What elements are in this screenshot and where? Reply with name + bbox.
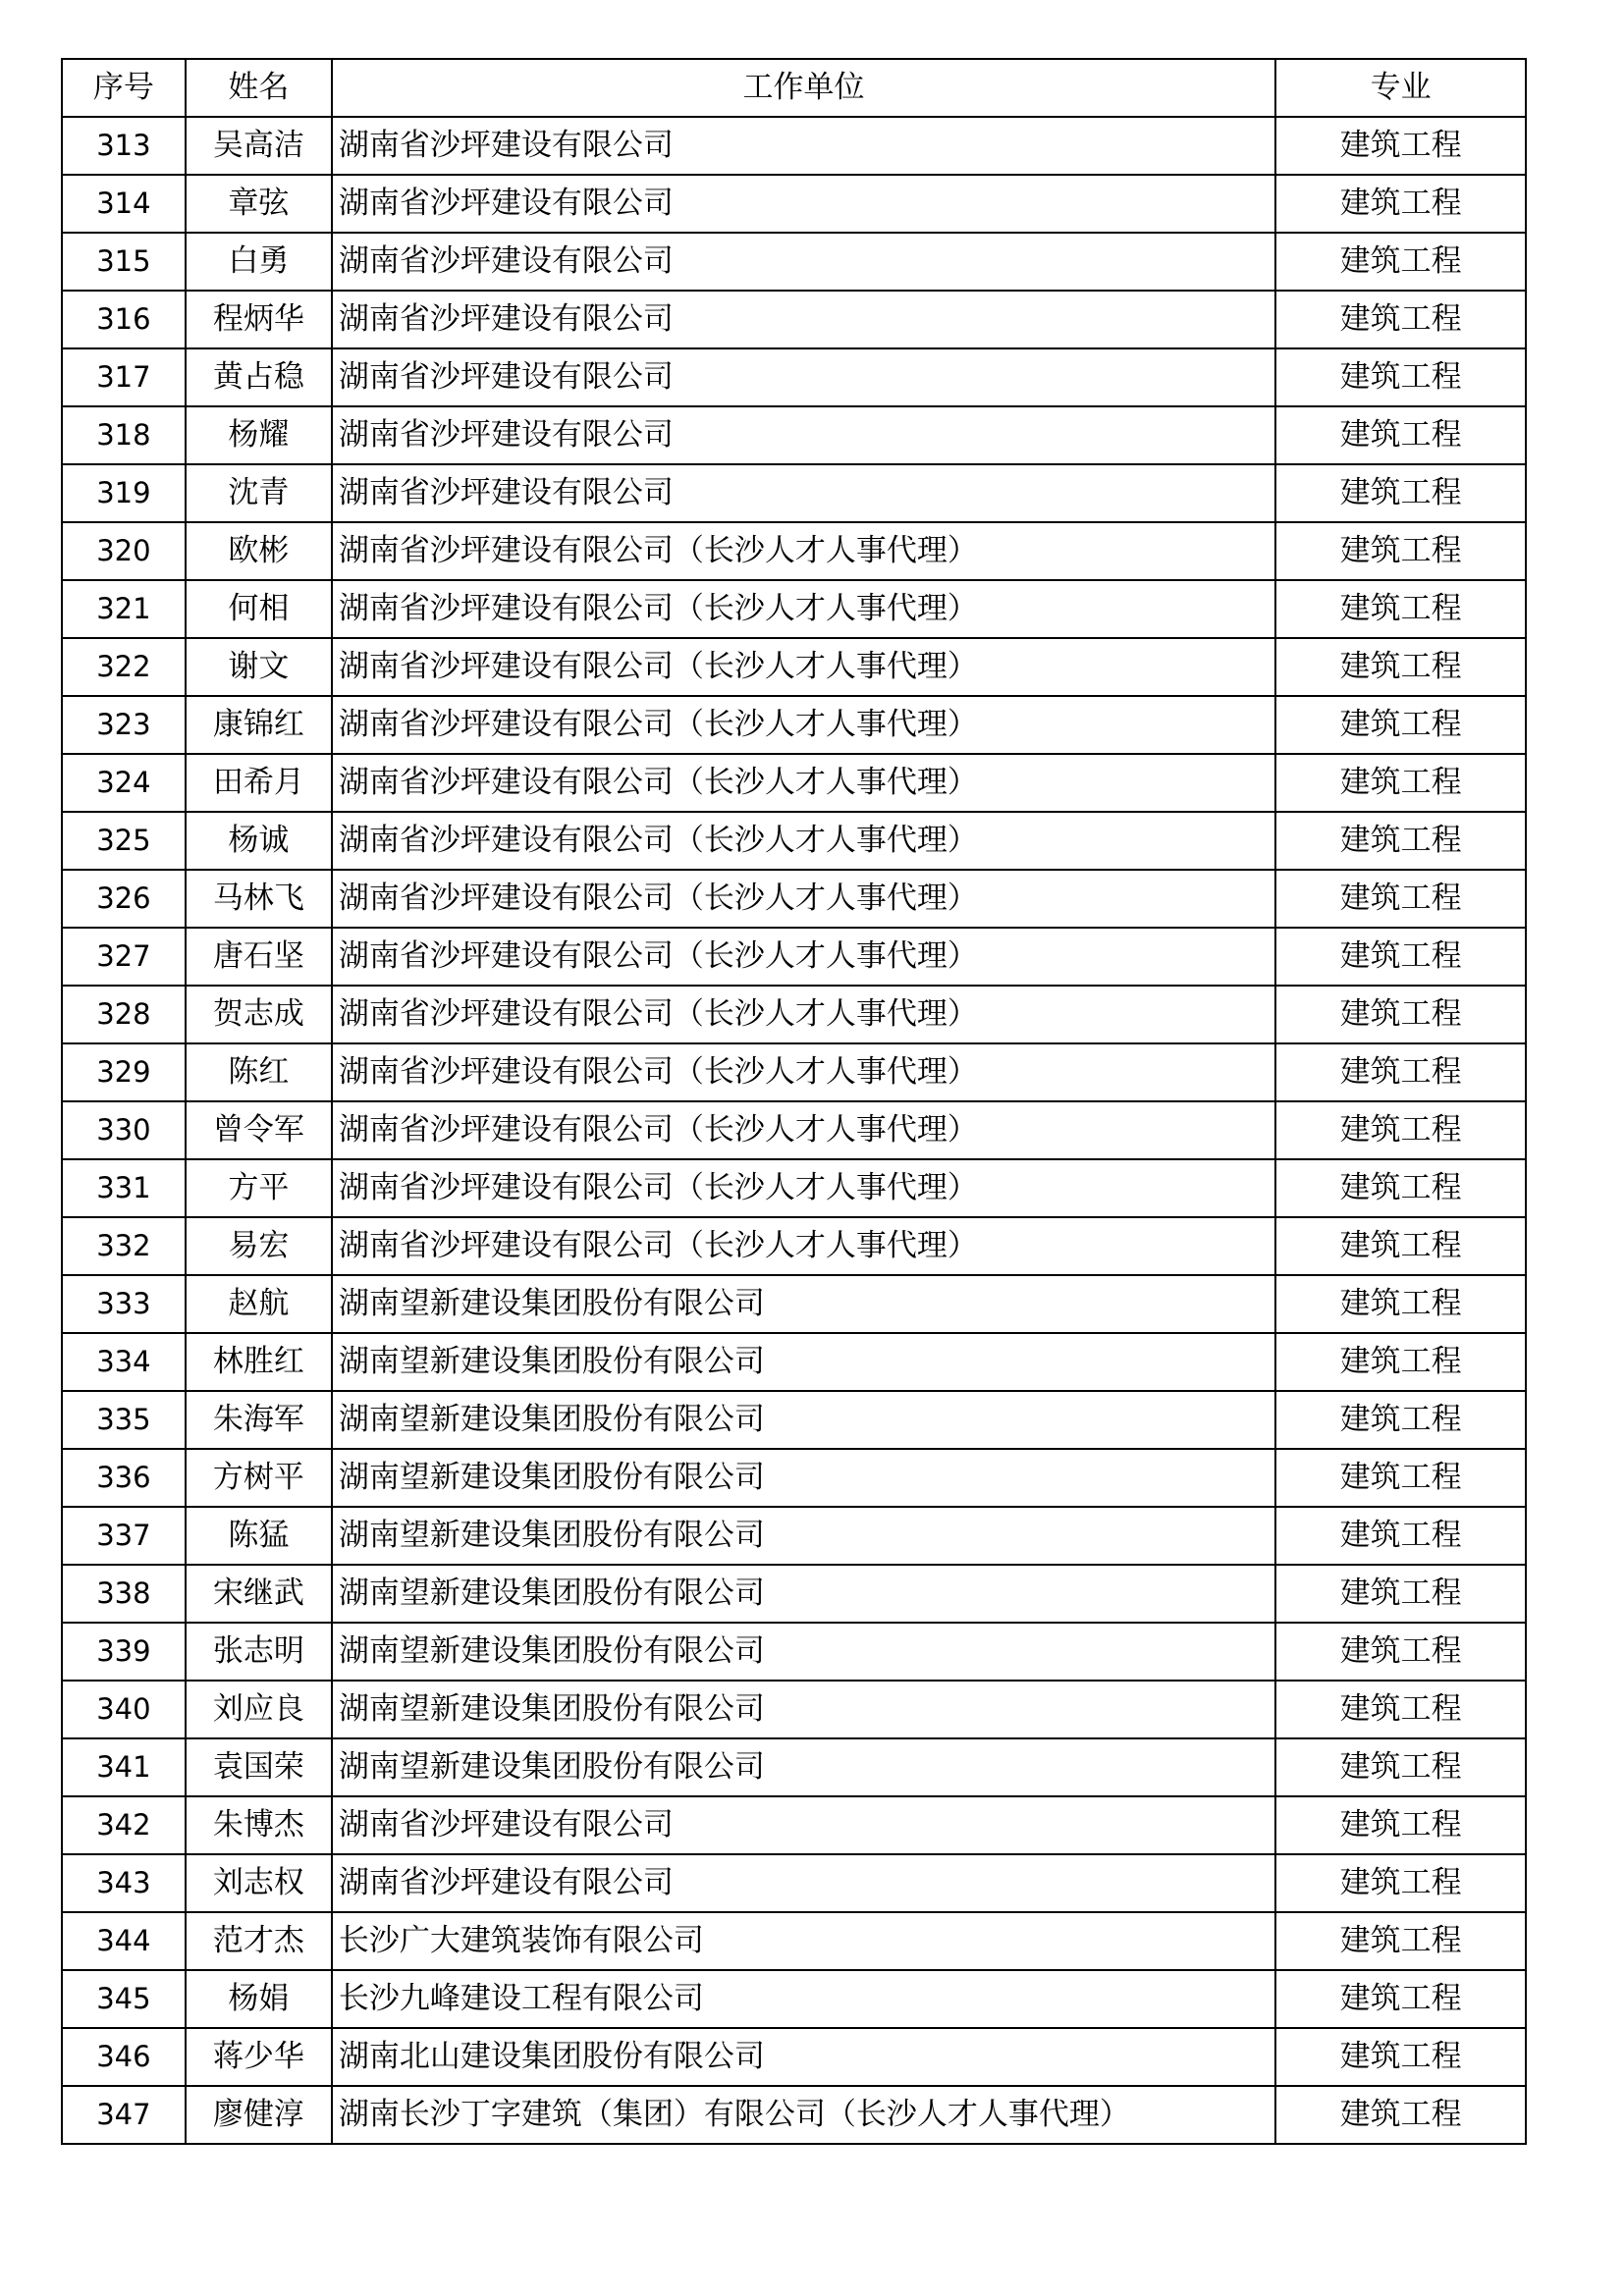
cell-unit: 湖南省沙坪建设有限公司（长沙人才人事代理） <box>332 1043 1275 1101</box>
cell-major: 建筑工程 <box>1275 1449 1526 1507</box>
cell-major: 建筑工程 <box>1275 812 1526 870</box>
cell-name: 易宏 <box>186 1217 332 1275</box>
cell-name: 白勇 <box>186 233 332 291</box>
table-row <box>62 812 1526 870</box>
table-row <box>62 175 1526 233</box>
cell-no: 331 <box>62 1159 186 1217</box>
cell-unit: 湖南省沙坪建设有限公司 <box>332 1796 1275 1854</box>
table-row <box>62 696 1526 754</box>
cell-no: 345 <box>62 1970 186 2028</box>
cell-name: 宋继武 <box>186 1565 332 1623</box>
cell-no: 327 <box>62 928 186 986</box>
cell-name: 朱博杰 <box>186 1796 332 1854</box>
cell-no: 313 <box>62 117 186 175</box>
table-row <box>62 754 1526 812</box>
cell-no: 344 <box>62 1912 186 1970</box>
cell-name: 林胜红 <box>186 1333 332 1391</box>
cell-major: 建筑工程 <box>1275 1391 1526 1449</box>
cell-no: 339 <box>62 1623 186 1681</box>
table-row <box>62 1854 1526 1912</box>
cell-major: 建筑工程 <box>1275 291 1526 348</box>
cell-unit: 湖南省沙坪建设有限公司 <box>332 291 1275 348</box>
table-row <box>62 1217 1526 1275</box>
cell-name: 方平 <box>186 1159 332 1217</box>
table-row <box>62 406 1526 464</box>
cell-name: 田希月 <box>186 754 332 812</box>
cell-name: 范才杰 <box>186 1912 332 1970</box>
cell-no: 346 <box>62 2028 186 2086</box>
cell-no: 326 <box>62 870 186 928</box>
header-major: 专业 <box>1275 59 1526 117</box>
cell-unit: 湖南省沙坪建设有限公司 <box>332 233 1275 291</box>
cell-name: 谢文 <box>186 638 332 696</box>
cell-unit: 长沙广大建筑装饰有限公司 <box>332 1912 1275 1970</box>
table-row <box>62 464 1526 522</box>
cell-no: 343 <box>62 1854 186 1912</box>
cell-major: 建筑工程 <box>1275 870 1526 928</box>
cell-major: 建筑工程 <box>1275 1101 1526 1159</box>
cell-name: 贺志成 <box>186 986 332 1043</box>
cell-major: 建筑工程 <box>1275 175 1526 233</box>
cell-unit: 湖南望新建设集团股份有限公司 <box>332 1391 1275 1449</box>
cell-no: 336 <box>62 1449 186 1507</box>
cell-unit: 湖南省沙坪建设有限公司 <box>332 175 1275 233</box>
cell-name: 袁国荣 <box>186 1738 332 1796</box>
cell-unit: 湖南省沙坪建设有限公司（长沙人才人事代理） <box>332 696 1275 754</box>
table-row <box>62 2028 1526 2086</box>
cell-unit: 湖南长沙丁字建筑（集团）有限公司（长沙人才人事代理） <box>332 2086 1275 2144</box>
cell-unit: 湖南北山建设集团股份有限公司 <box>332 2028 1275 2086</box>
cell-no: 318 <box>62 406 186 464</box>
cell-unit: 湖南省沙坪建设有限公司（长沙人才人事代理） <box>332 754 1275 812</box>
cell-major: 建筑工程 <box>1275 1796 1526 1854</box>
header-name: 姓名 <box>186 59 332 117</box>
cell-no: 324 <box>62 754 186 812</box>
cell-name: 何相 <box>186 580 332 638</box>
cell-major: 建筑工程 <box>1275 1507 1526 1565</box>
table-row <box>62 986 1526 1043</box>
cell-major: 建筑工程 <box>1275 233 1526 291</box>
cell-major: 建筑工程 <box>1275 2086 1526 2144</box>
cell-no: 319 <box>62 464 186 522</box>
table-row <box>62 1681 1526 1738</box>
cell-unit: 湖南省沙坪建设有限公司 <box>332 1854 1275 1912</box>
table-row <box>62 1159 1526 1217</box>
table-row <box>62 638 1526 696</box>
table-row <box>62 1449 1526 1507</box>
cell-unit: 湖南省沙坪建设有限公司 <box>332 348 1275 406</box>
cell-unit: 湖南省沙坪建设有限公司（长沙人才人事代理） <box>332 1217 1275 1275</box>
cell-no: 321 <box>62 580 186 638</box>
cell-unit: 湖南望新建设集团股份有限公司 <box>332 1738 1275 1796</box>
cell-unit: 湖南省沙坪建设有限公司（长沙人才人事代理） <box>332 522 1275 580</box>
cell-no: 347 <box>62 2086 186 2144</box>
cell-unit: 湖南省沙坪建设有限公司 <box>332 117 1275 175</box>
cell-no: 330 <box>62 1101 186 1159</box>
table-row <box>62 1565 1526 1623</box>
cell-name: 杨诚 <box>186 812 332 870</box>
cell-major: 建筑工程 <box>1275 1681 1526 1738</box>
cell-no: 315 <box>62 233 186 291</box>
cell-unit: 湖南省沙坪建设有限公司（长沙人才人事代理） <box>332 812 1275 870</box>
cell-no: 323 <box>62 696 186 754</box>
table-row <box>62 522 1526 580</box>
table-row <box>62 1043 1526 1101</box>
cell-no: 316 <box>62 291 186 348</box>
cell-major: 建筑工程 <box>1275 1217 1526 1275</box>
cell-unit: 湖南望新建设集团股份有限公司 <box>332 1333 1275 1391</box>
cell-name: 刘应良 <box>186 1681 332 1738</box>
table-row <box>62 233 1526 291</box>
cell-major: 建筑工程 <box>1275 1565 1526 1623</box>
table-row <box>62 1391 1526 1449</box>
cell-unit: 湖南省沙坪建设有限公司 <box>332 464 1275 522</box>
cell-name: 杨娟 <box>186 1970 332 2028</box>
table-row <box>62 1333 1526 1391</box>
personnel-table <box>61 58 1527 2145</box>
table-row <box>62 1623 1526 1681</box>
header-no: 序号 <box>62 59 186 117</box>
cell-major: 建筑工程 <box>1275 1043 1526 1101</box>
cell-no: 317 <box>62 348 186 406</box>
cell-unit: 湖南望新建设集团股份有限公司 <box>332 1507 1275 1565</box>
table-row <box>62 1275 1526 1333</box>
cell-major: 建筑工程 <box>1275 117 1526 175</box>
cell-no: 342 <box>62 1796 186 1854</box>
cell-no: 314 <box>62 175 186 233</box>
cell-major: 建筑工程 <box>1275 1912 1526 1970</box>
cell-name: 吴高洁 <box>186 117 332 175</box>
cell-name: 蒋少华 <box>186 2028 332 2086</box>
cell-unit: 湖南省沙坪建设有限公司（长沙人才人事代理） <box>332 986 1275 1043</box>
cell-unit: 湖南省沙坪建设有限公司（长沙人才人事代理） <box>332 580 1275 638</box>
cell-name: 欧彬 <box>186 522 332 580</box>
cell-unit: 湖南省沙坪建设有限公司（长沙人才人事代理） <box>332 928 1275 986</box>
cell-name: 刘志权 <box>186 1854 332 1912</box>
cell-no: 329 <box>62 1043 186 1101</box>
cell-major: 建筑工程 <box>1275 1854 1526 1912</box>
cell-major: 建筑工程 <box>1275 638 1526 696</box>
cell-name: 朱海军 <box>186 1391 332 1449</box>
cell-unit: 湖南望新建设集团股份有限公司 <box>332 1275 1275 1333</box>
cell-major: 建筑工程 <box>1275 1159 1526 1217</box>
cell-unit: 长沙九峰建设工程有限公司 <box>332 1970 1275 2028</box>
cell-major: 建筑工程 <box>1275 696 1526 754</box>
cell-unit: 湖南省沙坪建设有限公司（长沙人才人事代理） <box>332 870 1275 928</box>
table-row <box>62 348 1526 406</box>
cell-major: 建筑工程 <box>1275 580 1526 638</box>
table-row <box>62 1912 1526 1970</box>
cell-no: 340 <box>62 1681 186 1738</box>
cell-no: 325 <box>62 812 186 870</box>
cell-name: 方树平 <box>186 1449 332 1507</box>
cell-name: 唐石坚 <box>186 928 332 986</box>
table-row <box>62 1101 1526 1159</box>
cell-major: 建筑工程 <box>1275 1333 1526 1391</box>
table-row <box>62 2086 1526 2144</box>
cell-no: 320 <box>62 522 186 580</box>
cell-major: 建筑工程 <box>1275 1623 1526 1681</box>
cell-major: 建筑工程 <box>1275 464 1526 522</box>
cell-name: 廖健淳 <box>186 2086 332 2144</box>
table-row <box>62 291 1526 348</box>
cell-no: 333 <box>62 1275 186 1333</box>
cell-no: 335 <box>62 1391 186 1449</box>
cell-unit: 湖南省沙坪建设有限公司（长沙人才人事代理） <box>332 638 1275 696</box>
cell-major: 建筑工程 <box>1275 2028 1526 2086</box>
cell-unit: 湖南望新建设集团股份有限公司 <box>332 1681 1275 1738</box>
cell-name: 陈红 <box>186 1043 332 1101</box>
cell-unit: 湖南望新建设集团股份有限公司 <box>332 1623 1275 1681</box>
cell-name: 程炳华 <box>186 291 332 348</box>
cell-major: 建筑工程 <box>1275 1275 1526 1333</box>
table-row <box>62 1796 1526 1854</box>
table-row <box>62 870 1526 928</box>
cell-unit: 湖南望新建设集团股份有限公司 <box>332 1449 1275 1507</box>
cell-no: 328 <box>62 986 186 1043</box>
cell-no: 341 <box>62 1738 186 1796</box>
header-row <box>62 59 1526 117</box>
cell-no: 338 <box>62 1565 186 1623</box>
table-row <box>62 1970 1526 2028</box>
cell-name: 赵航 <box>186 1275 332 1333</box>
cell-no: 322 <box>62 638 186 696</box>
cell-unit: 湖南省沙坪建设有限公司（长沙人才人事代理） <box>332 1101 1275 1159</box>
cell-major: 建筑工程 <box>1275 1970 1526 2028</box>
cell-name: 章弦 <box>186 175 332 233</box>
cell-major: 建筑工程 <box>1275 754 1526 812</box>
cell-name: 沈青 <box>186 464 332 522</box>
table-row <box>62 117 1526 175</box>
cell-no: 337 <box>62 1507 186 1565</box>
cell-no: 334 <box>62 1333 186 1391</box>
cell-name: 陈猛 <box>186 1507 332 1565</box>
cell-major: 建筑工程 <box>1275 406 1526 464</box>
cell-major: 建筑工程 <box>1275 1738 1526 1796</box>
cell-no: 332 <box>62 1217 186 1275</box>
cell-major: 建筑工程 <box>1275 986 1526 1043</box>
cell-name: 杨耀 <box>186 406 332 464</box>
table-row <box>62 928 1526 986</box>
table-row <box>62 1738 1526 1796</box>
table-row <box>62 1507 1526 1565</box>
cell-unit: 湖南望新建设集团股份有限公司 <box>332 1565 1275 1623</box>
table-row <box>62 580 1526 638</box>
cell-name: 张志明 <box>186 1623 332 1681</box>
cell-name: 黄占稳 <box>186 348 332 406</box>
cell-name: 康锦红 <box>186 696 332 754</box>
header-unit: 工作单位 <box>332 59 1275 117</box>
cell-major: 建筑工程 <box>1275 522 1526 580</box>
cell-name: 曾令军 <box>186 1101 332 1159</box>
cell-major: 建筑工程 <box>1275 928 1526 986</box>
cell-major: 建筑工程 <box>1275 348 1526 406</box>
cell-unit: 湖南省沙坪建设有限公司 <box>332 406 1275 464</box>
cell-name: 马林飞 <box>186 870 332 928</box>
table-body <box>62 117 1526 2144</box>
cell-unit: 湖南省沙坪建设有限公司（长沙人才人事代理） <box>332 1159 1275 1217</box>
